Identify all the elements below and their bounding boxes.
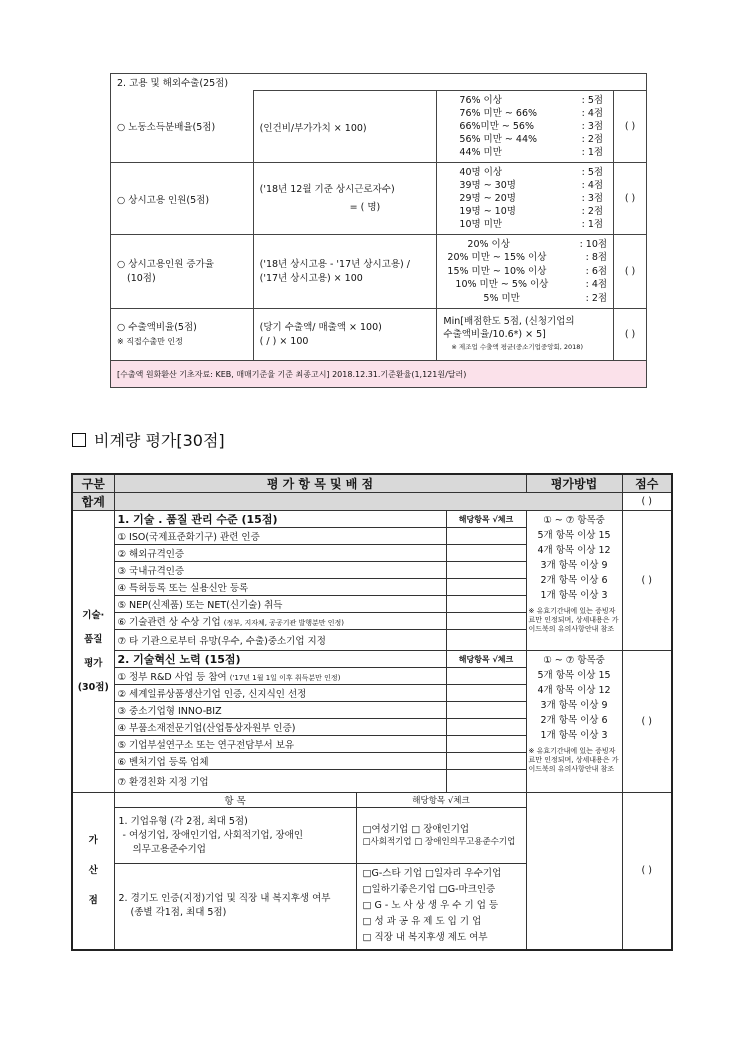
bonus-item-2: 2. 경기도 인증(지정)기업 및 직장 내 복지후생 여부 (종별 각1점, 최대 5점) bbox=[114, 864, 356, 950]
list-item: ⑥ 기술관련 상 수상 기업 (정부, 지자체, 공공기관 발행분만 인정) bbox=[114, 613, 446, 630]
score-formula: Min[배점한도 5점, (신청기업의 수출액비율/10.6*) × 5] ※ 제조업 수출액 평균(중소기업중앙회, 2018) bbox=[437, 309, 614, 361]
criterion-name: ○ 상시고용인원 증가율 (10점) bbox=[111, 235, 254, 309]
checkbox-icon bbox=[72, 433, 86, 447]
list-item: ⑦ 환경친화 지정 기업 bbox=[114, 770, 446, 793]
score-field-2[interactable]: ( ) bbox=[622, 651, 672, 793]
export-employment-table bbox=[110, 73, 647, 388]
score-field[interactable]: ( ) bbox=[614, 91, 647, 163]
criterion-name: ○ 노동소득분배율(5점) bbox=[111, 91, 254, 163]
header-method: 평가방법 bbox=[526, 474, 622, 493]
header-score: 점수 bbox=[622, 474, 672, 493]
check-cell[interactable] bbox=[446, 562, 526, 579]
total-label: 합계 bbox=[72, 493, 114, 511]
group-bonus: 가 산 점 bbox=[72, 793, 114, 950]
exchange-rate-note: [수출액 원화환산 기초자료: KEB, 매매기준율 기준 최종고시] 2018.12.31.기준환율(1,121원/달러) bbox=[111, 361, 647, 388]
score-scale: 40명 이상 : 5점 39명 ~ 30명 : 4점 29명 ~ 20명 : 3점 19명 ~ 10명 : 2점 10명 미만 : 1점 bbox=[437, 163, 614, 235]
list-item: ① 정부 R&D 사업 등 참여 ('17년 1월 1일 이후 취득분만 인정) bbox=[114, 668, 446, 685]
check-cell[interactable] bbox=[446, 685, 526, 702]
check-cell[interactable] bbox=[446, 770, 526, 793]
check-cell[interactable] bbox=[446, 753, 526, 770]
check-header: 해당항목 √체크 bbox=[446, 651, 526, 668]
list-item: ④ 부품소재전문기업(산업통상자원부 인증) bbox=[114, 719, 446, 736]
non-quantitative-table bbox=[71, 473, 673, 951]
part2-title: 2. 기술혁신 노력 (15점) bbox=[114, 651, 446, 668]
criterion-name: ○ 수출액비율(5점) ※ 직접수출만 인정 bbox=[111, 309, 254, 361]
total-score[interactable]: ( ) bbox=[622, 493, 672, 511]
section-title: 2. 고용 및 해외수출(25점) bbox=[111, 74, 647, 91]
bonus-header: 항 목 bbox=[114, 793, 356, 808]
header-category: 구분 bbox=[72, 474, 114, 493]
list-item: ④ 특허등록 또는 실용신안 등록 bbox=[114, 579, 446, 596]
part1-title: 1. 기술 . 품질 관리 수준 (15점) bbox=[114, 511, 446, 528]
list-item: ⑤ 기업부설연구소 또는 연구전담부서 보유 bbox=[114, 736, 446, 753]
criterion-name: ○ 상시고용 인원(5점) bbox=[111, 163, 254, 235]
check-cell[interactable] bbox=[446, 702, 526, 719]
score-field[interactable]: ( ) bbox=[614, 235, 647, 309]
group-tech-quality: 기술· 품질 평가 (30점) bbox=[72, 511, 114, 793]
score-scale: 20% 이상 : 10점 20% 미만 ~ 15% 이상 : 8점 15% 미만 ~ 10% 이상 : 6점 10% 미만 ~ 5% 이상 : 4점 5% 미만 : 2점 bbox=[437, 235, 614, 309]
evaluation-method-2: ① ~ ⑦ 항목중 5개 항목 이상 15 4개 항목 이상 12 3개 항목 이상 9 2개 항목 이상 6 1개 항목 이상 3 ※ 유효기간내에 있는 증빙자료만 인정되며, 상세내용은 가이드북의 유의사항안내 참조 bbox=[526, 651, 622, 793]
criterion-formula: (인건비/부가가치 × 100) bbox=[253, 91, 437, 163]
list-item: ⑦ 타 기관으로부터 유망(우수, 수출)중소기업 지정 bbox=[114, 630, 446, 651]
list-item: ② 세계일류상품생산기업 인증, 신지식인 선정 bbox=[114, 685, 446, 702]
list-item: ① ISO(국제표준화기구) 관련 인증 bbox=[114, 528, 446, 545]
bonus-checks-2: □G-스타 기업 □일자리 우수기업 □일하기좋은기업 □G-마크인증 □ G - 노 사 상 생 우 수 기 업 등 □ 성 과 공 유 제 도 입 기 업 □ 직장 내 복지후생 제도 여부 bbox=[356, 864, 526, 950]
score-field[interactable]: ( ) bbox=[614, 309, 647, 361]
check-cell[interactable] bbox=[446, 596, 526, 613]
check-cell[interactable] bbox=[446, 545, 526, 562]
list-item: ③ 국내규격인증 bbox=[114, 562, 446, 579]
header-items: 평 가 항 목 및 배 점 bbox=[114, 474, 526, 493]
list-item: ③ 중소기업형 INNO-BIZ bbox=[114, 702, 446, 719]
bonus-check-header: 해당항목 √체크 bbox=[356, 793, 526, 808]
list-item: ② 해외규격인증 bbox=[114, 545, 446, 562]
score-field[interactable]: ( ) bbox=[614, 163, 647, 235]
criterion-formula: ('18년 12월 기준 상시근로자수) = ( 명) bbox=[253, 163, 437, 235]
score-field-1[interactable]: ( ) bbox=[622, 511, 672, 651]
criterion-formula: ('18년 상시고용 - '17년 상시고용) / ('17년 상시고용) × 100 bbox=[253, 235, 437, 309]
criterion-formula: (당기 수출액/ 매출액 × 100) ( / ) × 100 bbox=[253, 309, 437, 361]
bonus-item-1: 1. 기업유형 (각 2점, 최대 5점) - 여성기업, 장애인기업, 사회적기업, 장애인 의무고용준수기업 bbox=[114, 808, 356, 864]
evaluation-method-1: ① ~ ⑦ 항목중 5개 항목 이상 15 4개 항목 이상 12 3개 항목 이상 9 2개 항목 이상 6 1개 항목 이상 3 ※ 유효기간내에 있는 증빙자료만 인정되며, 상세내용은 가이드북의 유의사항안내 참조 bbox=[526, 511, 622, 651]
check-cell[interactable] bbox=[446, 613, 526, 630]
check-cell[interactable] bbox=[446, 579, 526, 596]
bonus-score[interactable]: ( ) bbox=[622, 793, 672, 950]
score-scale: 76% 이상 : 5점 76% 미만 ~ 66% : 4점 66%미만 ~ 56% : 3점 56% 미만 ~ 44% : 2점 44% 미만 : 1점 bbox=[437, 91, 614, 163]
check-header: 해당항목 √체크 bbox=[446, 511, 526, 528]
bonus-checks-1: □여성기업 □ 장애인기업 □사회적기업 □ 장애인의무고용준수기업 bbox=[356, 808, 526, 864]
check-cell[interactable] bbox=[446, 528, 526, 545]
check-cell[interactable] bbox=[446, 630, 526, 651]
check-cell[interactable] bbox=[446, 719, 526, 736]
section-heading: 비계량 평가[30점] bbox=[72, 428, 225, 451]
list-item: ⑤ NEP(신제품) 또는 NET(신기술) 취득 bbox=[114, 596, 446, 613]
list-item: ⑥ 벤처기업 등록 업체 bbox=[114, 753, 446, 770]
check-cell[interactable] bbox=[446, 668, 526, 685]
check-cell[interactable] bbox=[446, 736, 526, 753]
